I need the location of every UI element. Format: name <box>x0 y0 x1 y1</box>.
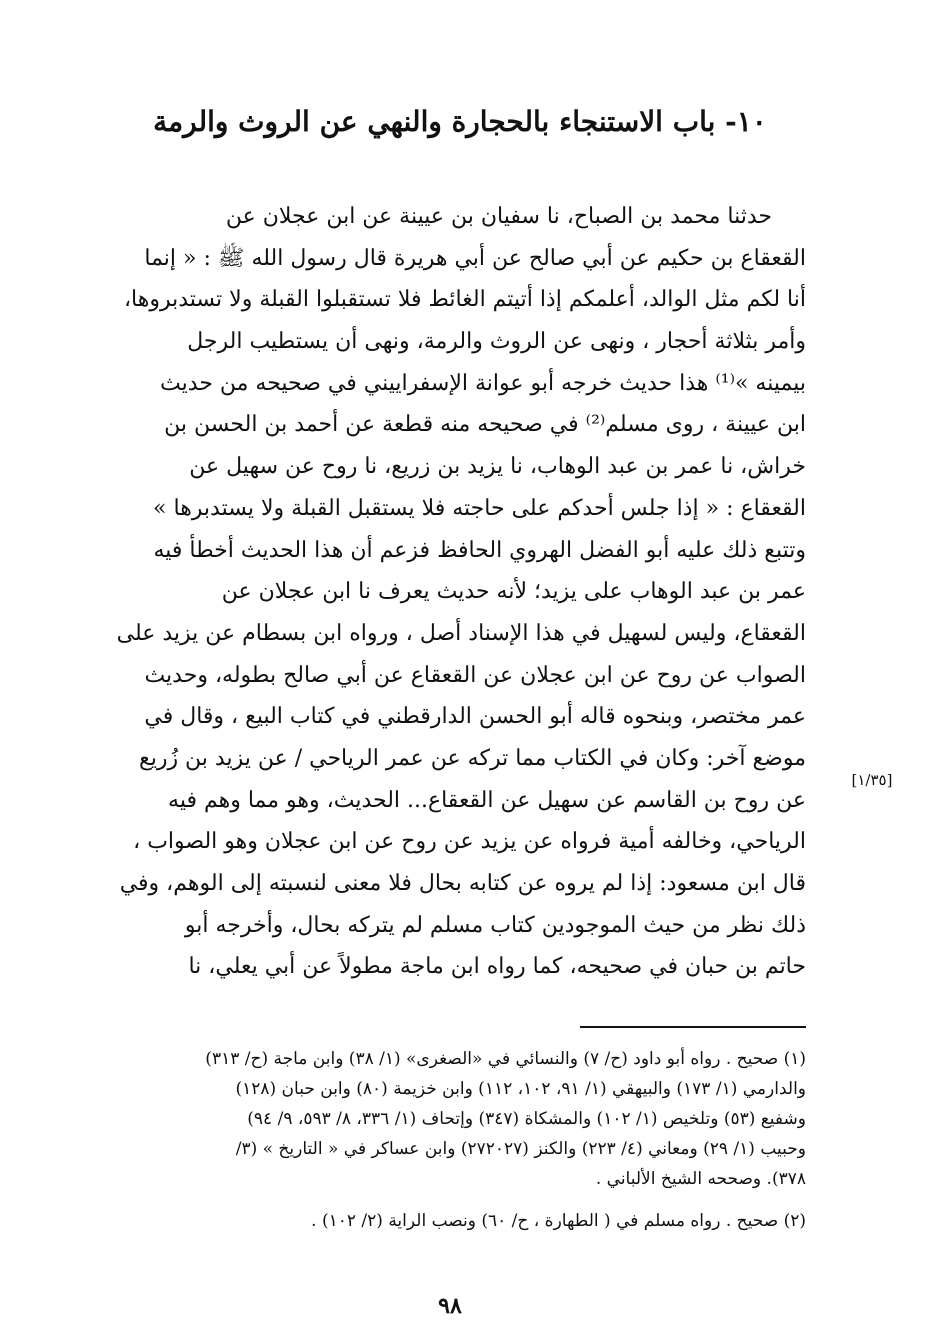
text-line: وأمر بثلاثة أحجار ، ونهى عن الروث والرمة، ونهى أن يستطيب الرجل <box>187 329 806 355</box>
manuscript-folio-reference: [١/٣٥] <box>851 771 893 789</box>
text-line: عمر بن عبد الوهاب على يزيد؛ لأنه حديث يعرف نا ابن عجلان عن <box>221 579 806 605</box>
text-line: عن روح بن القاسم عن سهيل عن القعقاع... الحديث، وهو مما وهم فيه <box>168 787 806 813</box>
footnotes <box>76 1044 806 1236</box>
footnote-line: (٢) صحيح . رواه مسلم في ( الطهارة ، ح/ ٦٠) ونصب الراية (٢/ ١٠٢) . <box>311 1211 806 1231</box>
text-line: بيمينه »⁽¹⁾ هذا حديث خرجه أبو عوانة الإسفراييني في صحيحه من حديث <box>160 370 806 396</box>
text-line: عمر مختصر، وبنحوه قاله أبو الحسن الدارقطني في كتاب البيع ، وقال في <box>144 704 806 730</box>
text-line: موضع آخر: وكان في الكتاب مما تركه عن عمر الرياحي / عن يزيد بن زُريع <box>138 745 806 771</box>
footnote-line: (١) صحيح . رواه أبو داود (ح/ ٧) والنسائي في «الصغرى» (١/ ٣٨) وابن ماجة (ح/ ٣١٣) <box>205 1049 806 1069</box>
footnote-spacer <box>76 1194 806 1206</box>
text-line: القعقاع، وليس لسهيل في هذا الإسناد أصل ، ورواه ابن بسطام عن يزيد على <box>116 620 806 646</box>
chapter-heading: ١٠- باب الاستنجاء بالحجارة والنهي عن الروث والرمة <box>153 105 767 138</box>
footnote-line: وشفيع (٥٣) وتلخيص (١/ ١٠٢) والمشكاة (٣٤٧) وإتحاف (١/ ٣٣٦، ٨/ ٥٩٣، ٩/ ٩٤) <box>247 1109 806 1129</box>
main-text <box>76 196 806 988</box>
text-line: القعقاع بن حكيم عن أبي صالح عن أبي هريرة قال رسول الله ﷺ : « إنما <box>144 245 806 271</box>
footnote-line: والدارمي (١/ ١٧٣) والبيهقي (١/ ٩١، ١٠٢، ١١٢) وابن خزيمة (٨٠) وابن حبان (١٢٨) <box>235 1079 806 1099</box>
text-line: القعقاع : « إذا جلس أحدكم على حاجته فلا يستقبل القبلة ولا يستدبرها » <box>153 495 806 521</box>
footnote-2 <box>76 1206 806 1236</box>
page-number: ٩٨ <box>438 1293 462 1319</box>
footnote-line: وحبيب (١/ ٢٩) ومعاني (٤/ ٢٢٣) والكنز (٢٧٢٠٢٧) وابن عساكر في « التاريخ » (٣/ <box>235 1139 806 1159</box>
text-line: قال ابن مسعود: إذا لم يروه عن كتابه بحال فلا معنى لنسبته إلى الوهم، وفي <box>119 871 806 896</box>
footnote-separator <box>580 1026 806 1028</box>
text-line: الصواب عن روح عن ابن عجلان عن القعقاع عن أبي صالح بطوله، وحديث <box>144 662 806 688</box>
footnote-line: ٣٧٨). وصححه الشيخ الألباني . <box>595 1169 806 1189</box>
text-line: ذلك نظر من حيث الموجودين كتاب مسلم لم يتركه بحال، وأخرجه أبو <box>184 912 806 938</box>
text-line: حدثنا محمد بن الصباح، نا سفيان بن عيينة عن ابن عجلان عن <box>225 204 772 229</box>
text-line: حاتم بن حبان في صحيحه، كما رواه ابن ماجة مطولاً عن أبي يعلي، نا <box>188 954 806 980</box>
footnote-1 <box>76 1044 806 1194</box>
text-line: ابن عيينة ، روى مسلم⁽²⁾ في صحيحه منه قطعة عن أحمد بن الحسن بن <box>164 412 806 438</box>
text-line: خراش، نا عمر بن عبد الوهاب، نا يزيد بن زريع، نا روح عن سهيل عن <box>189 454 806 480</box>
text-line: وتتبع ذلك عليه أبو الفضل الهروي الحافظ فزعم أن هذا الحديث أخطأ فيه <box>153 537 806 563</box>
text-line: أنا لكم مثل الوالد، أعلمكم إذا أتيتم الغائط فلا تستقبلوا القبلة ولا تستدبروها، <box>123 287 806 313</box>
text-line: الرياحي، وخالفه أمية فرواه عن يزيد عن روح عن ابن عجلان وهو الصواب ، <box>133 829 806 855</box>
